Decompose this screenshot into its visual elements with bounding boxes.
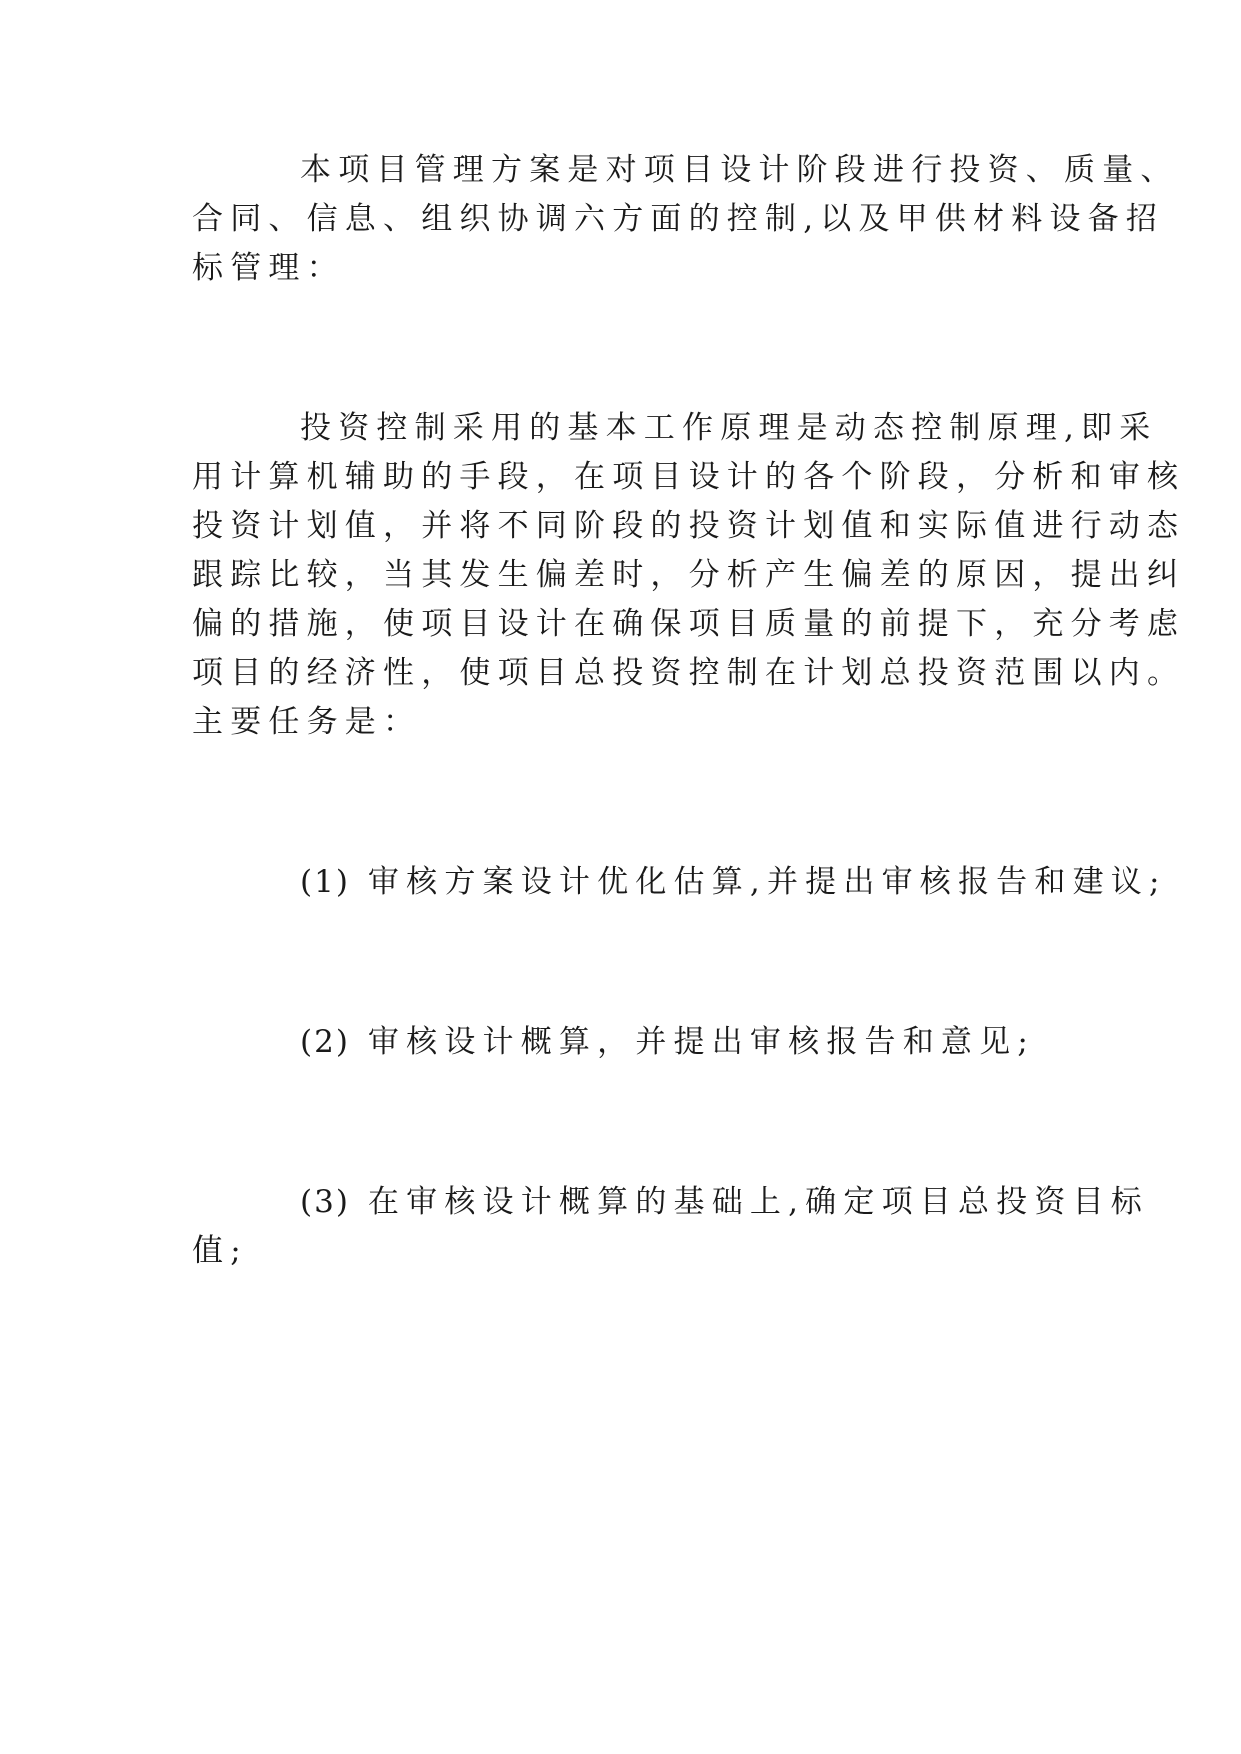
task-item-3 [300,1182,1149,1222]
task-number: (1) [300,864,350,900]
intro-line-3: 标管理： [192,250,345,286]
investment-line-4: 跟踪比较，当其发生偏差时，分析产生偏差的原因，提出纠 [192,557,1186,593]
task-text: 在审核设计概算的基础上,确定项目总投资目标 [367,1184,1149,1220]
task-item-1 [300,862,1167,902]
task-number: (3) [300,1184,350,1220]
intro-line-1: 本项目管理方案是对项目设计阶段进行投资、质量、 [300,152,1179,188]
task-text: 审核方案设计优化估算,并提出审核报告和建议; [367,864,1167,900]
task-item-2 [300,1022,1035,1062]
investment-line-1: 投资控制采用的基本工作原理是动态控制原理,即采 [300,410,1158,446]
intro-line-2: 合同、信息、组织协调六方面的控制,以及甲供材料设备招 [192,201,1165,237]
investment-line-3: 投资计划值，并将不同阶段的投资计划值和实际值进行动态 [192,508,1186,544]
investment-line-5: 偏的措施，使项目设计在确保项目质量的前提下，充分考虑 [192,606,1186,642]
investment-line-2: 用计算机辅助的手段，在项目设计的各个阶段，分析和审核 [192,459,1186,495]
task-item-3-continuation: 值; [192,1233,248,1269]
investment-line-6: 项目的经济性，使项目总投资控制在计划总投资范围以内。 [192,655,1186,691]
task-text: 审核设计概算，并提出审核报告和意见; [367,1024,1035,1060]
investment-line-7: 主要任务是： [192,704,422,740]
task-number: (2) [300,1024,350,1060]
